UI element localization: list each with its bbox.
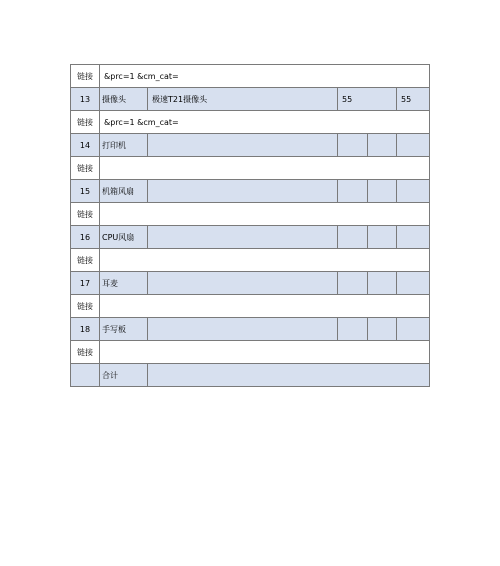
item-number: 15 [71, 180, 100, 203]
total-spacer [71, 364, 100, 387]
link-text[interactable] [100, 295, 430, 318]
item-amount [397, 226, 430, 249]
link-text[interactable] [100, 157, 430, 180]
item-amount [397, 180, 430, 203]
link-row [71, 203, 430, 226]
item-name: CPU风扇 [100, 226, 148, 249]
item-number: 17 [71, 272, 100, 295]
item-number: 16 [71, 226, 100, 249]
link-text[interactable]: &prc=1 &cm_cat= [100, 65, 430, 88]
item-price [368, 318, 397, 341]
item-number: 14 [71, 134, 100, 157]
item-qty [338, 134, 368, 157]
item-qty: 55 [338, 88, 397, 111]
link-label: 链接 [71, 295, 100, 318]
item-model [148, 272, 338, 295]
item-name: 机箱风扇 [100, 180, 148, 203]
item-model: 极速T21摄像头 [148, 88, 338, 111]
table-row [71, 134, 430, 157]
table-row [71, 272, 430, 295]
item-model [148, 226, 338, 249]
total-value [148, 364, 430, 387]
link-row [71, 111, 430, 134]
item-model [148, 134, 338, 157]
link-label: 链接 [71, 65, 100, 88]
link-label: 链接 [71, 249, 100, 272]
item-price [368, 272, 397, 295]
link-row [71, 249, 430, 272]
item-qty [338, 226, 368, 249]
link-text[interactable] [100, 203, 430, 226]
link-label: 链接 [71, 111, 100, 134]
link-text[interactable] [100, 341, 430, 364]
table-row [71, 88, 430, 111]
link-label: 链接 [71, 203, 100, 226]
item-qty [338, 180, 368, 203]
item-number: 18 [71, 318, 100, 341]
item-amount: 55 [397, 88, 430, 111]
item-price [368, 134, 397, 157]
item-qty [338, 272, 368, 295]
item-price [368, 180, 397, 203]
item-model [148, 318, 338, 341]
link-row [71, 65, 430, 88]
link-text[interactable]: &prc=1 &cm_cat= [100, 111, 430, 134]
total-row [71, 364, 430, 387]
table-row [71, 226, 430, 249]
link-label: 链接 [71, 341, 100, 364]
link-label: 链接 [71, 157, 100, 180]
price-list-table [70, 64, 430, 387]
item-amount [397, 318, 430, 341]
item-price [368, 226, 397, 249]
item-qty [338, 318, 368, 341]
item-name: 打印机 [100, 134, 148, 157]
total-label: 合计 [100, 364, 148, 387]
link-text[interactable] [100, 249, 430, 272]
item-amount [397, 272, 430, 295]
item-name: 摄像头 [100, 88, 148, 111]
item-name: 耳麦 [100, 272, 148, 295]
item-model [148, 180, 338, 203]
link-row [71, 295, 430, 318]
link-row [71, 341, 430, 364]
link-row [71, 157, 430, 180]
item-number: 13 [71, 88, 100, 111]
table-row [71, 318, 430, 341]
item-amount [397, 134, 430, 157]
table-row [71, 180, 430, 203]
item-name: 手写板 [100, 318, 148, 341]
